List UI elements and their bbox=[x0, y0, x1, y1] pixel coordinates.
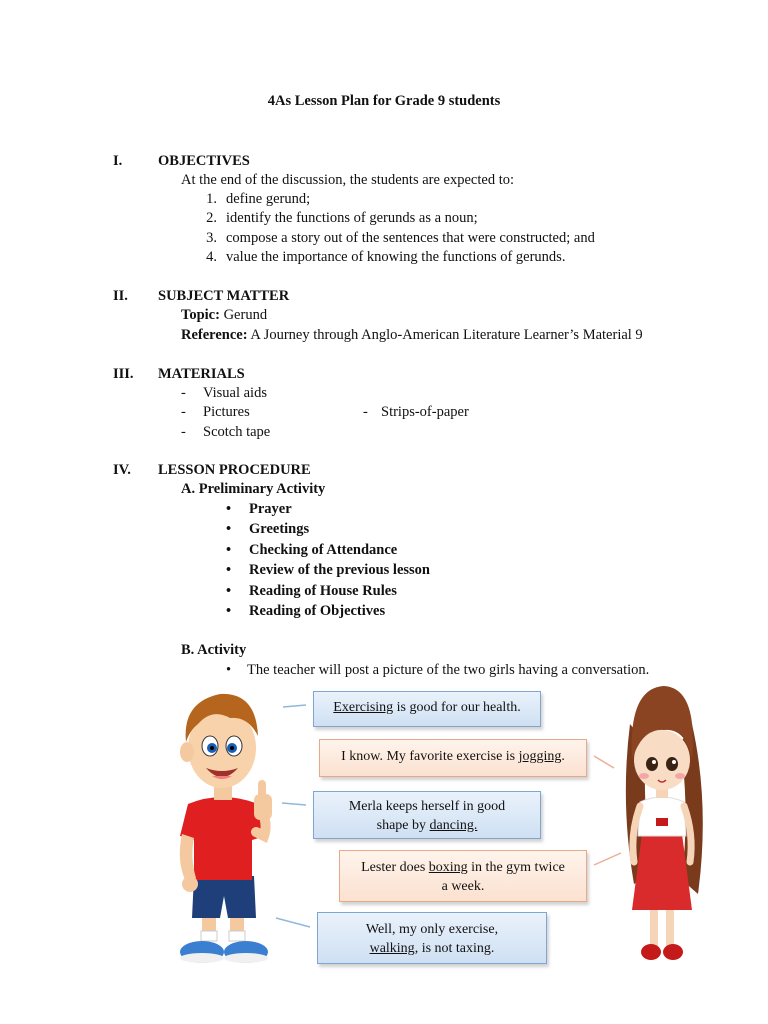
bullet-icon: • bbox=[226, 562, 232, 578]
boy-character-illustration bbox=[172, 686, 282, 976]
material-item: Pictures bbox=[203, 404, 250, 420]
preliminary-item: Reading of Objectives bbox=[249, 603, 386, 619]
bubble-text-before: Well, my only exercise, bbox=[365, 922, 499, 937]
bullet-icon: • bbox=[226, 542, 232, 558]
reference-label: Reference: bbox=[181, 327, 248, 343]
material-dash: - bbox=[181, 424, 186, 440]
material-item: Visual aids bbox=[203, 385, 267, 401]
bubble-text-after: is good for our health. bbox=[393, 700, 521, 715]
gerund-word: Exercising bbox=[333, 700, 394, 715]
gerund-word: walking bbox=[369, 941, 415, 956]
reference-value: A Journey through Anglo-American Literature Learner’s Material 9 bbox=[250, 327, 643, 343]
bullet-icon: • bbox=[226, 603, 232, 619]
bullet-icon: • bbox=[226, 662, 232, 678]
objective-item: compose a story out of the sentences that were constructed; and bbox=[226, 230, 595, 246]
section-heading-materials: MATERIALS bbox=[158, 366, 245, 382]
topic-label: Topic: bbox=[181, 307, 220, 323]
speech-bubble-girl bbox=[339, 850, 587, 902]
objective-item: value the importance of knowing the functions of gerunds. bbox=[226, 249, 566, 265]
section-numeral-procedure: IV. bbox=[113, 462, 131, 478]
section-heading-objectives: OBJECTIVES bbox=[158, 153, 250, 169]
speech-bubble-girl bbox=[319, 739, 587, 777]
preliminary-item: Review of the previous lesson bbox=[249, 562, 430, 578]
bubble-text-after: in the gym twice a week. bbox=[441, 860, 565, 894]
speech-bubble-boy bbox=[317, 912, 547, 964]
bullet-icon: • bbox=[226, 521, 232, 537]
objective-number: 1. bbox=[206, 191, 217, 207]
activity-text: The teacher will post a picture of the two girls having a conversation. bbox=[247, 662, 650, 678]
objective-item: define gerund; bbox=[226, 191, 311, 207]
preliminary-item: Prayer bbox=[249, 501, 292, 517]
material-dash: - bbox=[181, 385, 186, 401]
objective-item: identify the functions of gerunds as a noun; bbox=[226, 210, 478, 226]
bullet-icon: • bbox=[226, 583, 232, 599]
preliminary-item: Reading of House Rules bbox=[249, 583, 397, 599]
bubble-text-before: Merla keeps herself in good shape by bbox=[348, 799, 506, 833]
topic-value: Gerund bbox=[223, 307, 268, 323]
material-item: Strips-of-paper bbox=[381, 404, 469, 420]
section-numeral-objectives: I. bbox=[113, 153, 123, 169]
gerund-word: boxing bbox=[428, 860, 468, 875]
speech-bubble-boy bbox=[313, 691, 541, 727]
section-heading-subject-matter: SUBJECT MATTER bbox=[158, 288, 290, 304]
material-item: Scotch tape bbox=[203, 424, 271, 440]
document-title: 4As Lesson Plan for Grade 9 students bbox=[267, 93, 501, 109]
material-dash: - bbox=[363, 404, 368, 420]
bullet-icon: • bbox=[226, 501, 232, 517]
bubble-text-before: Lester does bbox=[361, 860, 429, 875]
speech-bubble-boy bbox=[313, 791, 541, 839]
section-numeral-materials: III. bbox=[113, 366, 134, 382]
activity-label: B. Activity bbox=[181, 642, 247, 658]
objectives-intro: At the end of the discussion, the students are expected to: bbox=[181, 172, 515, 188]
objective-number: 3. bbox=[206, 230, 217, 246]
girl-character-illustration bbox=[612, 684, 712, 974]
bubble-text-after: , is not taxing. bbox=[414, 941, 495, 956]
bubble-text-after: . bbox=[561, 749, 565, 764]
section-numeral-subject-matter: II. bbox=[113, 288, 128, 304]
bubble-text-before: I know. My favorite exercise is bbox=[341, 749, 519, 764]
objective-number: 2. bbox=[206, 210, 217, 226]
gerund-word: dancing. bbox=[429, 818, 478, 833]
gerund-word: jogging bbox=[518, 749, 562, 764]
preliminary-item: Greetings bbox=[249, 521, 310, 537]
material-dash: - bbox=[181, 404, 186, 420]
preliminary-activity-label: A. Preliminary Activity bbox=[181, 481, 326, 497]
objective-number: 4. bbox=[206, 249, 217, 265]
preliminary-item: Checking of Attendance bbox=[249, 542, 398, 558]
section-heading-procedure: LESSON PROCEDURE bbox=[158, 462, 311, 478]
